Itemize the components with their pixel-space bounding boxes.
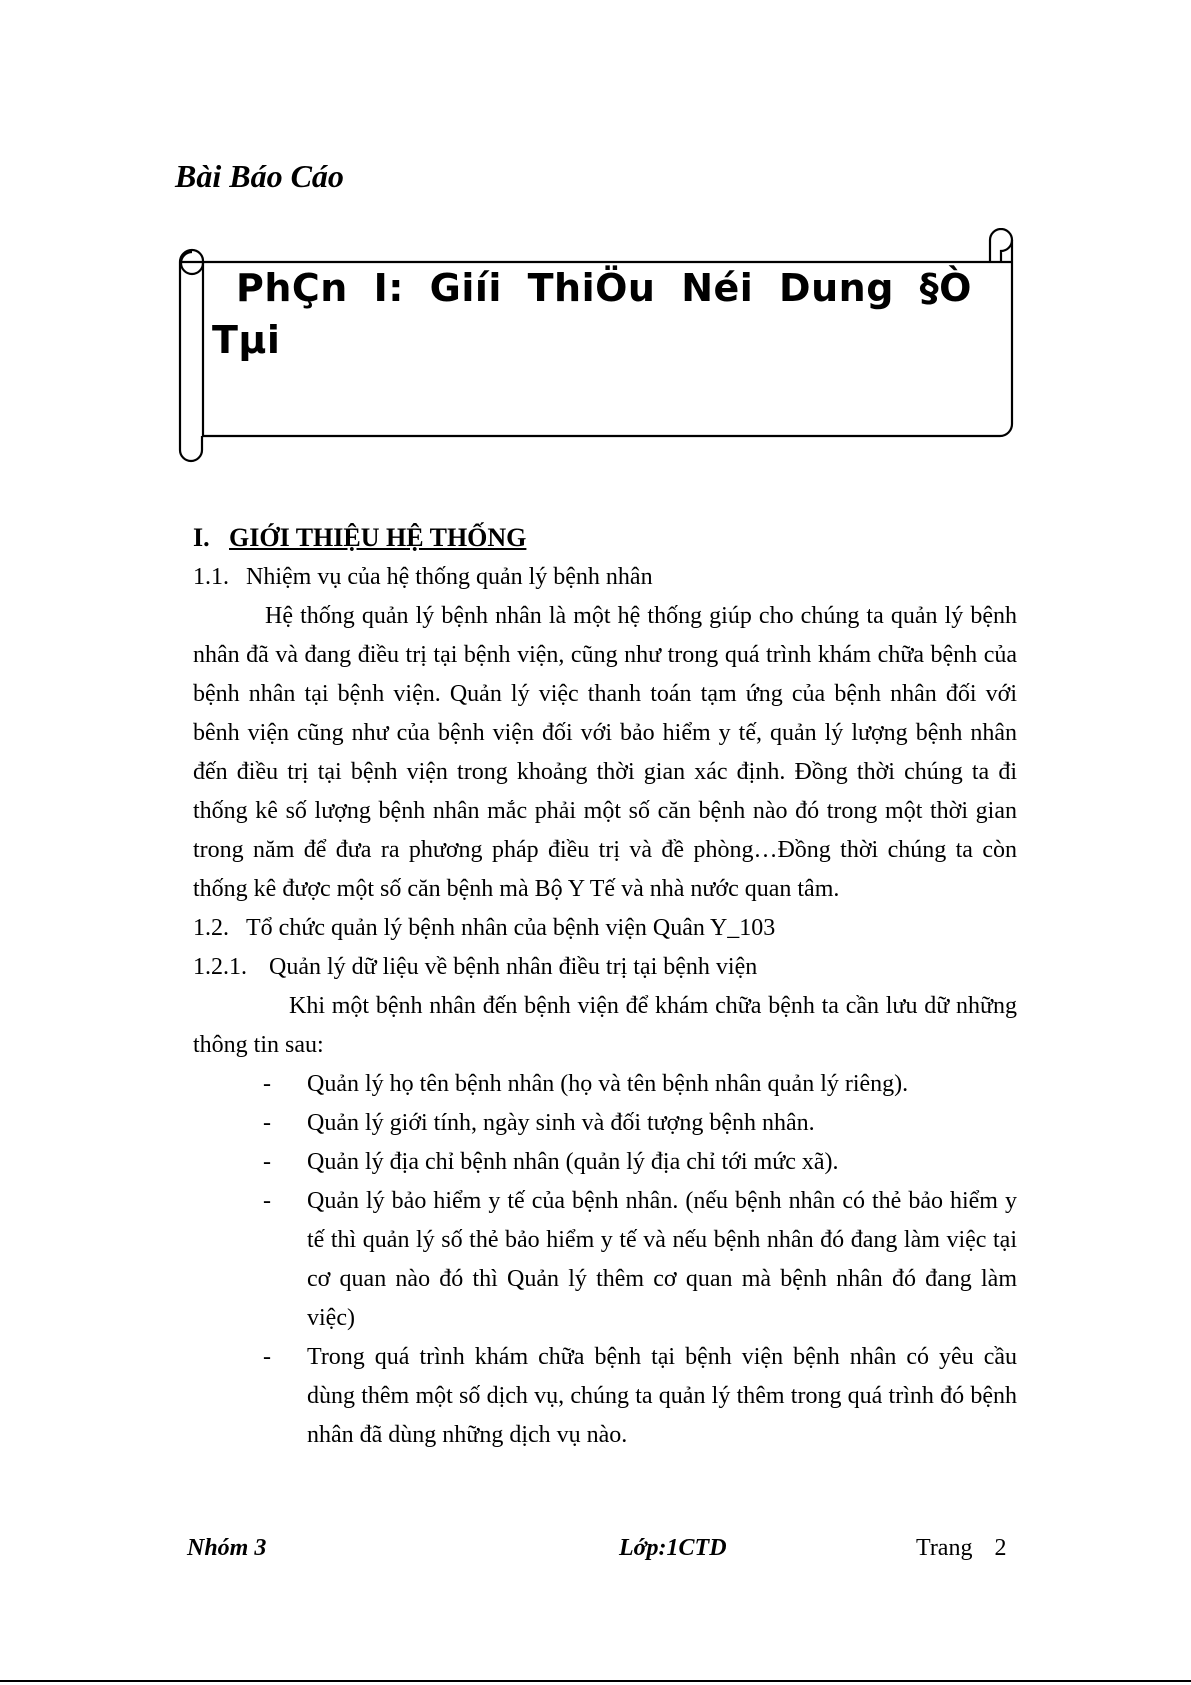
list-item-text: Quản lý giới tính, ngày sinh và đối tượng bệnh nhân.: [307, 1110, 815, 1136]
paragraph-system-purpose: Hệ thống quản lý bệnh nhân là một hệ thống giúp cho chúng ta quản lý bệnh nhân đã và đang điều trị tại bệnh viện, cũng như trong quá trình khám chữa bệnh của bệnh nhân tại bệnh viện. Quản lý việc thanh toán tạm ứng của bệnh nhân đối với bênh viện cũng như của bệnh viện đối với bảo hiểm y tế, quản lý lượng bệnh nhân đến điều trị tại bệnh viện trong khoảng thời gian xác định. Đồng thời chúng ta đi thống kê số lượng bệnh nhân mắc phải một số căn bệnh nào đó trong một thời gian trong năm để đưa ra phương pháp điều trị và đề phòng…Đồng thời chúng ta còn thống kê được một số căn bệnh mà Bộ Y Tế và nhà nước quan tâm.: [193, 603, 1017, 902]
scroll-banner: [170, 228, 1025, 464]
section-title: GIỚI THIỆU HỆ THỐNG: [229, 523, 527, 552]
footer-class: Lớp:1CTD: [619, 1535, 727, 1561]
list-item: [193, 1182, 1017, 1338]
page-bottom-rule: [0, 1680, 1191, 1682]
page-footer: [0, 1535, 1191, 1567]
report-label: Bài Báo Cáo: [175, 158, 344, 194]
bullet-dash: -: [263, 1149, 271, 1175]
subsection-1-2-1: [193, 948, 1017, 987]
subsection-1-2: [193, 909, 1017, 948]
document-body: [193, 518, 1017, 1455]
list-item-text: Quản lý họ tên bệnh nhân (họ và tên bệnh nhân quản lý riêng).: [307, 1071, 909, 1097]
footer-group: Nhóm 3: [187, 1535, 267, 1561]
bullet-dash: -: [263, 1071, 271, 1097]
list-item: [193, 1338, 1017, 1455]
subsection-number: 1.2.: [193, 915, 229, 941]
subsection-title: Tổ chức quản lý bệnh nhân của bệnh viện Quân Y_103: [246, 915, 776, 941]
section-number: I.: [193, 523, 210, 552]
list-item-text: Quản lý bảo hiểm y tế của bệnh nhân. (nếu bệnh nhân có thẻ bảo hiểm y tế thì quản lý số thẻ bảo hiểm y tế và nếu bệnh nhân đó đang làm việc tại cơ quan nào đó thì Quản lý thêm cơ quan mà bệnh nhân đó đang làm việc): [307, 1188, 1017, 1331]
list-item-text: Quản lý địa chỉ bệnh nhân (quản lý địa chỉ tới mức xã).: [307, 1149, 839, 1175]
subsection-title: Nhiệm vụ của hệ thống quản lý bệnh nhân: [246, 564, 653, 590]
subsection-number: 1.1.: [193, 564, 229, 590]
section-heading: [193, 518, 1017, 558]
page-label: Trang: [916, 1535, 973, 1561]
banner-title: PhÇn I: Giíi ThiÖu Néi Dung §Ò Tµi: [212, 266, 972, 362]
bullet-list: [193, 1065, 1017, 1455]
list-item: [193, 1104, 1017, 1143]
list-item-text: Trong quá trình khám chữa bệnh tại bệnh viện bệnh nhân có yêu cầu dùng thêm một số dịch vụ, chúng ta quản lý thêm trong quá trình đó bệnh nhân đã dùng những dịch vụ nào.: [307, 1344, 1017, 1448]
footer-page-number: [916, 1535, 1006, 1562]
bullet-dash: -: [263, 1110, 271, 1136]
subsection-1-1: [193, 558, 1017, 597]
list-item: [193, 1065, 1017, 1104]
subsection-title: Quản lý dữ liệu về bệnh nhân điều trị tại bệnh viện: [269, 954, 758, 980]
bullet-dash: -: [263, 1344, 271, 1370]
list-item: [193, 1143, 1017, 1182]
bullet-dash: -: [263, 1188, 271, 1214]
page-number: 2: [994, 1535, 1007, 1561]
paragraph-patient-info: Khi một bệnh nhân đến bệnh viện để khám chữa bệnh ta cần lưu dữ những thông tin sau:: [193, 993, 1017, 1058]
subsection-number: 1.2.1.: [193, 954, 247, 980]
